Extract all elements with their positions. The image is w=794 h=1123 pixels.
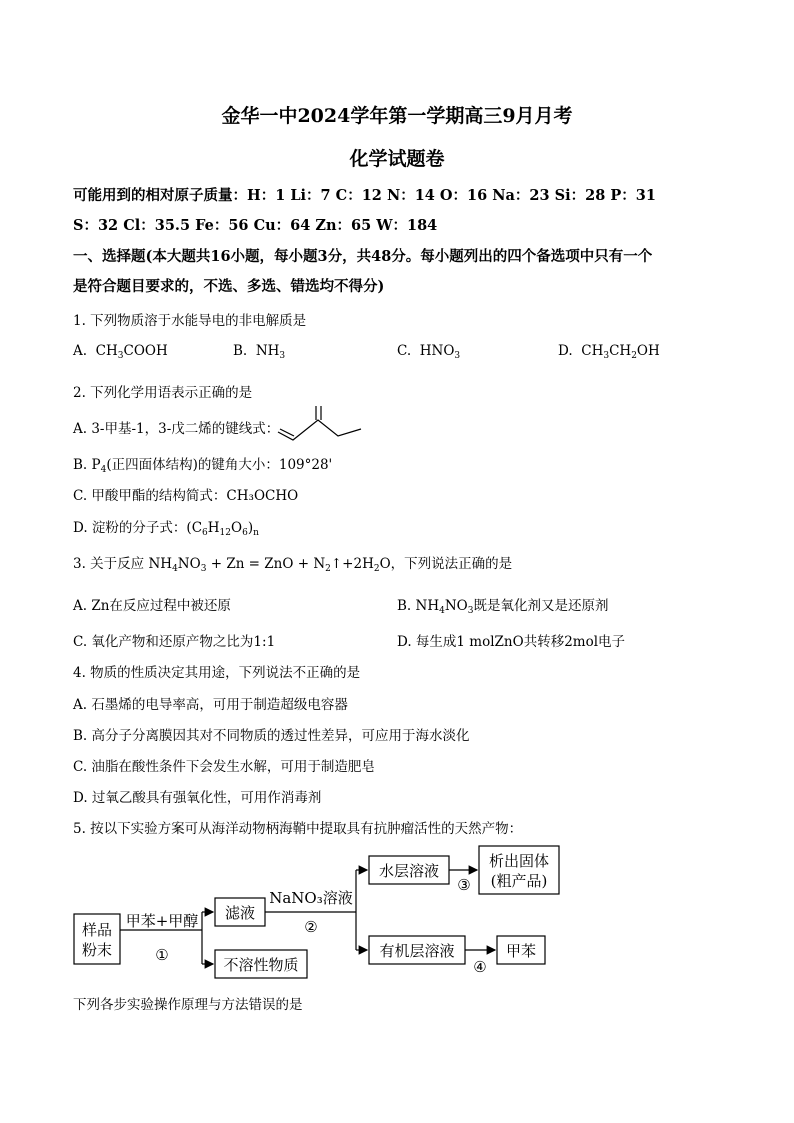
- organic-label: 有机层溶液: [379, 942, 455, 960]
- q2-d-sub: n: [253, 528, 259, 538]
- q3-option-c: C. 氧化产物和还原产物之比为1:1: [73, 634, 276, 650]
- q3-stem: [73, 552, 512, 574]
- q3-stem-sub: 3: [200, 564, 207, 574]
- step3-label: ③: [457, 876, 471, 894]
- crude-label-1: 析出固体: [488, 852, 550, 870]
- q3-stem-part: + Zn = ZnO + N: [206, 556, 326, 572]
- q2-d-part: O: [231, 520, 243, 536]
- atomic-masses-line1: 可能用到的相对原子质量：H：1 Li：7 C：12 N：14 O：16 Na：23 Si：28 P：31: [73, 187, 656, 204]
- q1-a-part: CH: [95, 343, 118, 359]
- q2-stem: 2. 下列化学用语表示正确的是: [73, 385, 253, 401]
- crude-label-2: (粗产品): [490, 872, 548, 890]
- q2-option-a: A. 3-甲基-1，3-戊二烯的键线式：: [73, 421, 280, 437]
- q4-option-c: C. 油脂在酸性条件下会发生水解，可用于制造肥皂: [73, 759, 375, 775]
- q2-b-part: B. P: [73, 457, 101, 473]
- sample-label-2: 粉末: [81, 941, 113, 959]
- q1-b-part: NH: [255, 343, 280, 359]
- q1-a-formula: [96, 343, 168, 359]
- insoluble-label: 不溶性物质: [223, 956, 299, 974]
- q1-c-part: HNO: [419, 343, 455, 359]
- q5-footer: 下列各步实验操作原理与方法错误的是: [73, 997, 303, 1013]
- aqueous-label: 水层溶液: [378, 862, 440, 880]
- exam-title: 金华一中2024学年第一学期高三9月月考: [221, 105, 573, 127]
- filtrate-label: 滤液: [224, 904, 256, 922]
- q3-option-b: [397, 594, 608, 616]
- q3-b-part: 既是氧化剂又是还原剂: [473, 598, 609, 614]
- sample-label-1: 样品: [81, 921, 113, 939]
- atomic-masses-line2: S：32 Cl：35.5 Fe：56 Cu：64 Zn：65 W：184: [73, 217, 438, 234]
- q2-option-b: [73, 453, 332, 475]
- q2-d-sub: 6: [202, 528, 208, 538]
- q2-d-sub: 12: [219, 528, 231, 538]
- q1-d-sub: 2: [631, 351, 637, 361]
- q3-stem-part: O，下列说法正确的是: [379, 556, 513, 572]
- q3-option-d: D. 每生成1 molZnO共转移2mol电子: [397, 634, 626, 650]
- section-heading-line2: 是符合题目要求的，不选、多选、错选均不得分): [73, 278, 385, 295]
- q1-b-sub: 3: [279, 351, 286, 361]
- q3-stem-part: 3. 关于反应 NH: [73, 556, 173, 572]
- q2-b-sub: 4: [100, 465, 107, 475]
- reagent2-label: NaNO₃溶液: [269, 889, 353, 907]
- q3-b-part: NO: [444, 598, 468, 614]
- q3-stem-part: NO: [177, 556, 201, 572]
- step1-label: ①: [155, 946, 169, 964]
- q1-b-label: B.: [233, 343, 248, 359]
- q2-d-sub: 6: [242, 528, 248, 538]
- toluene-label: 甲苯: [505, 942, 537, 960]
- skeletal-formula-image: [276, 404, 368, 444]
- section-heading-line1: 一、选择题(本大题共16小题，每小题3分，共48分。每小题列出的四个备选项中只有一个: [73, 248, 653, 265]
- q1-d-label: D.: [558, 343, 573, 359]
- step2-label: ②: [304, 918, 318, 936]
- q3-b-sub: 3: [467, 606, 474, 616]
- q1-d-part: CH: [581, 343, 604, 359]
- q3-b-sub: 4: [439, 606, 445, 616]
- q1-option-c: [397, 343, 460, 361]
- q3-stem-sub: 2: [373, 564, 380, 574]
- q1-stem: 1. 下列物质溶于水能导电的非电解质是: [73, 313, 307, 329]
- q1-c-sub: 3: [454, 351, 461, 361]
- q2-d-part: D. 淀粉的分子式：(C: [73, 520, 203, 536]
- q5-stem: 5. 按以下实验方案可从海洋动物柄海鞘中提取具有抗肿瘤活性的天然产物：: [73, 821, 523, 837]
- q1-option-d: [558, 343, 660, 361]
- reagent1-label: 甲苯+甲醇: [125, 912, 199, 930]
- extraction-flowchart: [70, 840, 570, 990]
- q3-stem-sub: 4: [172, 564, 178, 574]
- q1-option-b: [233, 343, 285, 361]
- q4-option-d: D. 过氧乙酸具有强氧化性，可用作消毒剂: [73, 790, 322, 806]
- q1-a-label: A.: [73, 343, 88, 359]
- q2-option-c: C. 甲酸甲酯的结构简式：CH₃OCHO: [73, 488, 299, 504]
- q1-option-a: [73, 343, 168, 361]
- exam-subtitle: 化学试题卷: [349, 148, 445, 170]
- q2-option-d: [73, 516, 259, 538]
- q1-a-part: COOH: [123, 343, 168, 359]
- q3-stem-part: ↑+2H: [330, 556, 374, 572]
- step4-label: ④: [473, 958, 487, 976]
- q1-a-sub: 3: [117, 351, 124, 361]
- q2-d-part: H: [207, 520, 220, 536]
- q3-stem-sub: 2: [325, 564, 331, 574]
- q2-b-part: (正四面体结构)的键角大小：109°28': [106, 457, 333, 473]
- q1-d-part: OH: [636, 343, 660, 359]
- q2-d-part: ): [247, 520, 254, 536]
- q4-option-b: B. 高分子分离膜因其对不同物质的透过性差异，可应用于海水淡化: [73, 728, 470, 744]
- q3-option-a: A. Zn在反应过程中被还原: [73, 598, 231, 614]
- q1-c-label: C.: [397, 343, 412, 359]
- q4-option-a: A. 石墨烯的电导率高，可用于制造超级电容器: [73, 697, 348, 713]
- q4-stem: 4. 物质的性质决定其用途，下列说法不正确的是: [73, 665, 361, 681]
- q1-d-sub: 3: [603, 351, 610, 361]
- q3-b-part: B. NH: [397, 598, 440, 614]
- q1-d-part: CH: [609, 343, 632, 359]
